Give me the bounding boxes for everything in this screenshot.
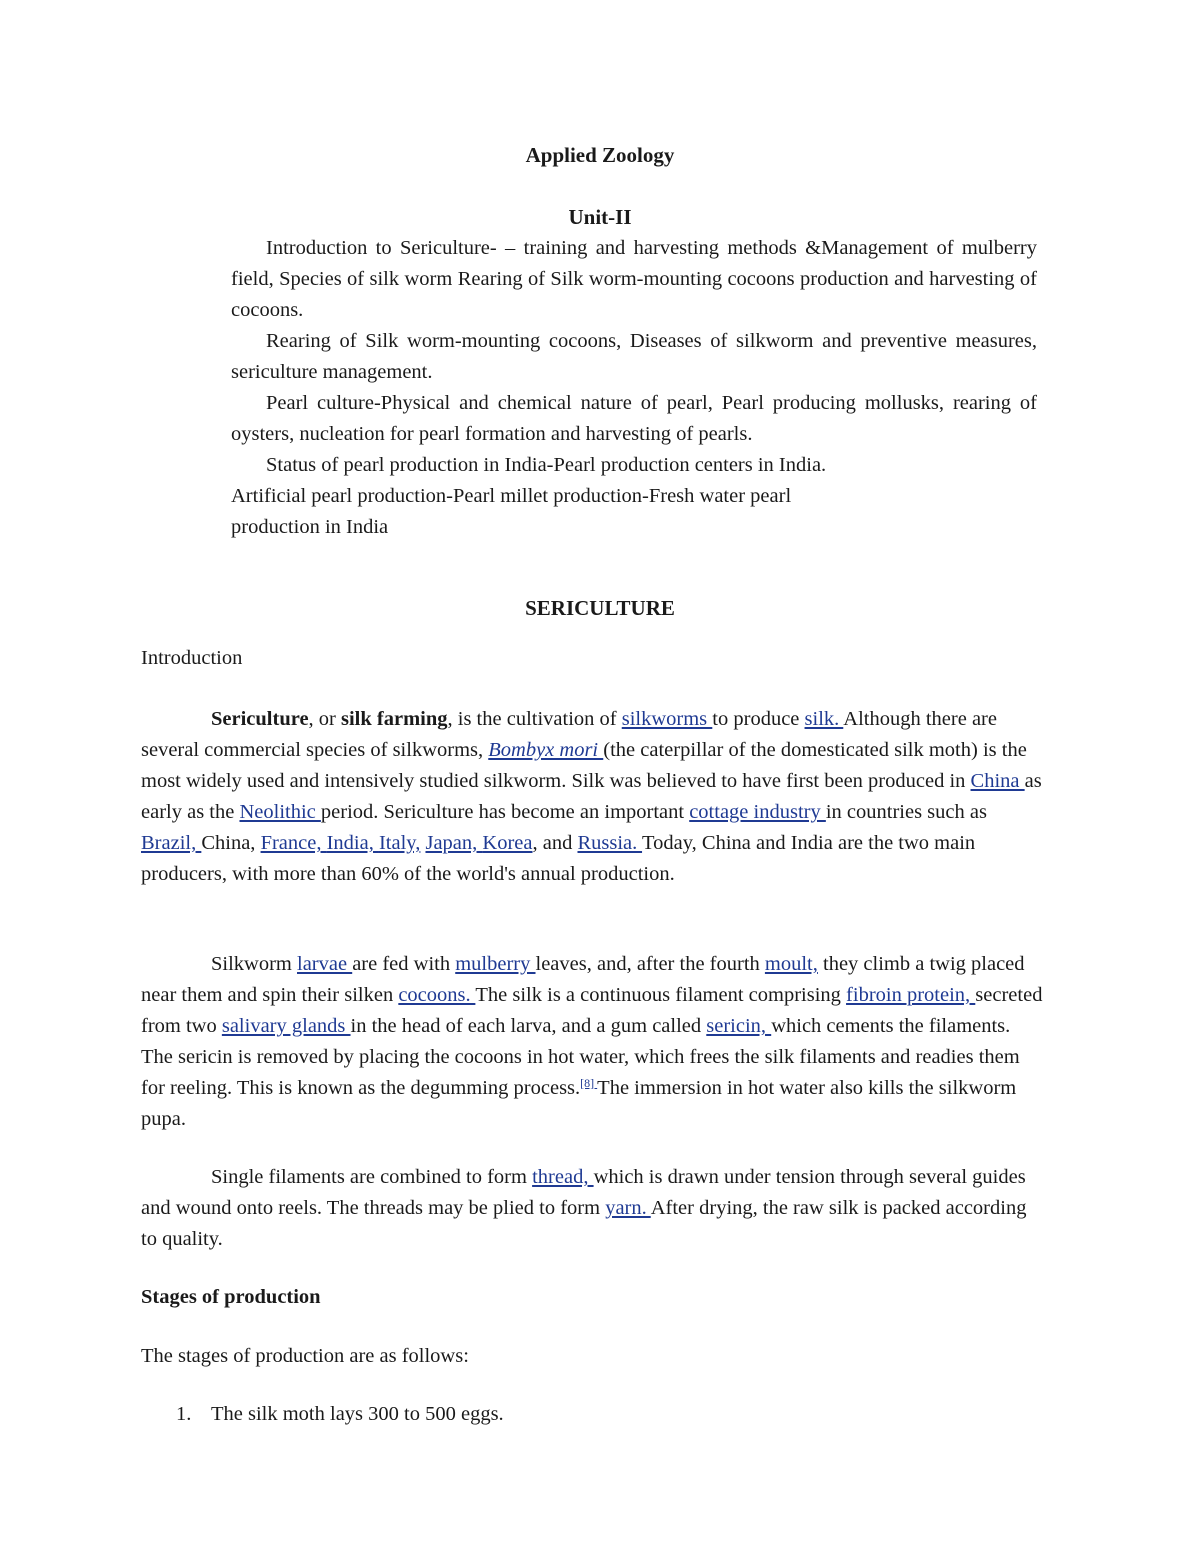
link-fibroin-protein[interactable]: fibroin protein,	[846, 984, 976, 1006]
text-span: , is the cultivation of	[447, 708, 622, 730]
larvae-paragraph	[141, 949, 1046, 1135]
link-yarn[interactable]: yarn.	[605, 1197, 651, 1219]
text-span: The immersion in hot water also kills the silkworm pupa.	[141, 1077, 1017, 1130]
intro-label: Introduction	[141, 647, 243, 669]
syllabus-block	[231, 233, 1037, 543]
text-span: , and	[532, 832, 578, 854]
stages-intro: The stages of production are as follows:	[141, 1345, 469, 1367]
link-india[interactable]: India,	[326, 832, 379, 854]
document-title: Applied Zoology	[525, 143, 675, 167]
link-china[interactable]: China	[970, 770, 1025, 792]
text-span: which is drawn under tension through several guides and wound onto reels. The threads may be plied to form	[141, 1166, 1026, 1219]
text-span: are fed with	[352, 953, 456, 975]
text-span: in countries such as	[825, 801, 987, 823]
link-neolithic[interactable]: Neolithic	[239, 801, 321, 823]
text-span: China,	[201, 832, 261, 854]
syllabus-paragraph: production in India	[231, 516, 389, 538]
link-moult[interactable]: moult,	[764, 953, 818, 975]
text-span: The silk is a continuous filament comprising	[475, 984, 847, 1006]
link-korea[interactable]: Korea	[482, 832, 533, 854]
text-span: in the head of each larva, and a gum called	[350, 1015, 707, 1037]
text-span: (the caterpillar of the domesticated silk moth) is the most widely used and intensively studied silkworm. Silk was believed to have first been produced in	[141, 739, 1027, 792]
syllabus-paragraph: Pearl culture-Physical and chemical nature of pearl, Pearl producing mollusks, rearing of oysters, nucleation for pearl formation and harvesting of pearls.	[231, 392, 1037, 445]
link-salivary-glands[interactable]: salivary glands	[221, 1015, 351, 1037]
link-italy[interactable]: Italy,	[378, 832, 421, 854]
link-cottage-industry[interactable]: cottage industry	[689, 801, 826, 823]
link-silkworms[interactable]: silkworms	[621, 708, 713, 730]
text-span: Although there are several commercial species of silkworms,	[141, 708, 997, 761]
link-larvae[interactable]: larvae	[297, 953, 353, 975]
text-span: which cements the filaments. The sericin is removed by placing the cocoons in hot water, which frees the silk filaments and readies them for reeling. This is known as the degumming process.	[141, 1015, 1020, 1099]
list-text: The silk moth lays 300 to 500 eggs.	[211, 1403, 504, 1425]
text-span: Silkworm	[211, 953, 297, 975]
link-reference-8[interactable]: [8]	[580, 1076, 598, 1090]
link-mulberry[interactable]: mulberry	[455, 953, 536, 975]
intro-paragraph	[141, 704, 1046, 890]
text-span: , or	[308, 708, 341, 730]
link-france[interactable]: France,	[260, 832, 327, 854]
list-item	[176, 1403, 504, 1426]
text-span: as early as the	[141, 770, 1042, 823]
link-bombyx-mori[interactable]: Bombyx mori	[488, 739, 604, 761]
syllabus-paragraph: Rearing of Silk worm-mounting cocoons, Diseases of silkworm and preventive measures, sericulture management.	[231, 330, 1037, 383]
text-span: period. Sericulture has become an important	[320, 801, 690, 823]
text-span: secreted from two	[141, 984, 1043, 1037]
text-span: Single filaments are combined to form	[211, 1166, 533, 1188]
unit-heading: Unit-II	[568, 205, 632, 229]
text-span: Today, China and India are the two main producers, with more than 60% of the world's annual production.	[141, 832, 976, 885]
link-russia[interactable]: Russia.	[577, 832, 643, 854]
syllabus-paragraph: Introduction to Sericulture- – training and harvesting methods &Management of mulberry field, Species of silk worm Rearing of Silk worm-mounting cocoons production and harvesting of cocoons.	[231, 237, 1037, 321]
stages-heading: Stages of production	[141, 1286, 321, 1308]
text-span: to produce	[712, 708, 805, 730]
syllabus-paragraph: Artificial pearl production-Pearl millet production-Fresh water pearl	[231, 485, 792, 507]
link-japan[interactable]: Japan,	[425, 832, 483, 854]
section-title: SERICULTURE	[525, 596, 675, 620]
syllabus-paragraph: Status of pearl production in India-Pearl production centers in India.	[266, 454, 827, 476]
text-span: they climb a twig placed near them and spin their silken	[141, 953, 1025, 1006]
bold-term: Sericulture	[211, 708, 309, 730]
thread-paragraph	[141, 1162, 1046, 1255]
text-span: leaves, and, after the fourth	[535, 953, 765, 975]
link-sericin[interactable]: sericin,	[706, 1015, 772, 1037]
link-silk[interactable]: silk.	[804, 708, 844, 730]
list-number: 1.	[176, 1403, 192, 1425]
link-thread[interactable]: thread,	[532, 1166, 594, 1188]
link-brazil[interactable]: Brazil,	[141, 832, 202, 854]
link-cocoons[interactable]: cocoons.	[398, 984, 476, 1006]
text-span: After drying, the raw silk is packed according to quality.	[141, 1197, 1027, 1250]
bold-term: silk farming	[341, 708, 448, 730]
